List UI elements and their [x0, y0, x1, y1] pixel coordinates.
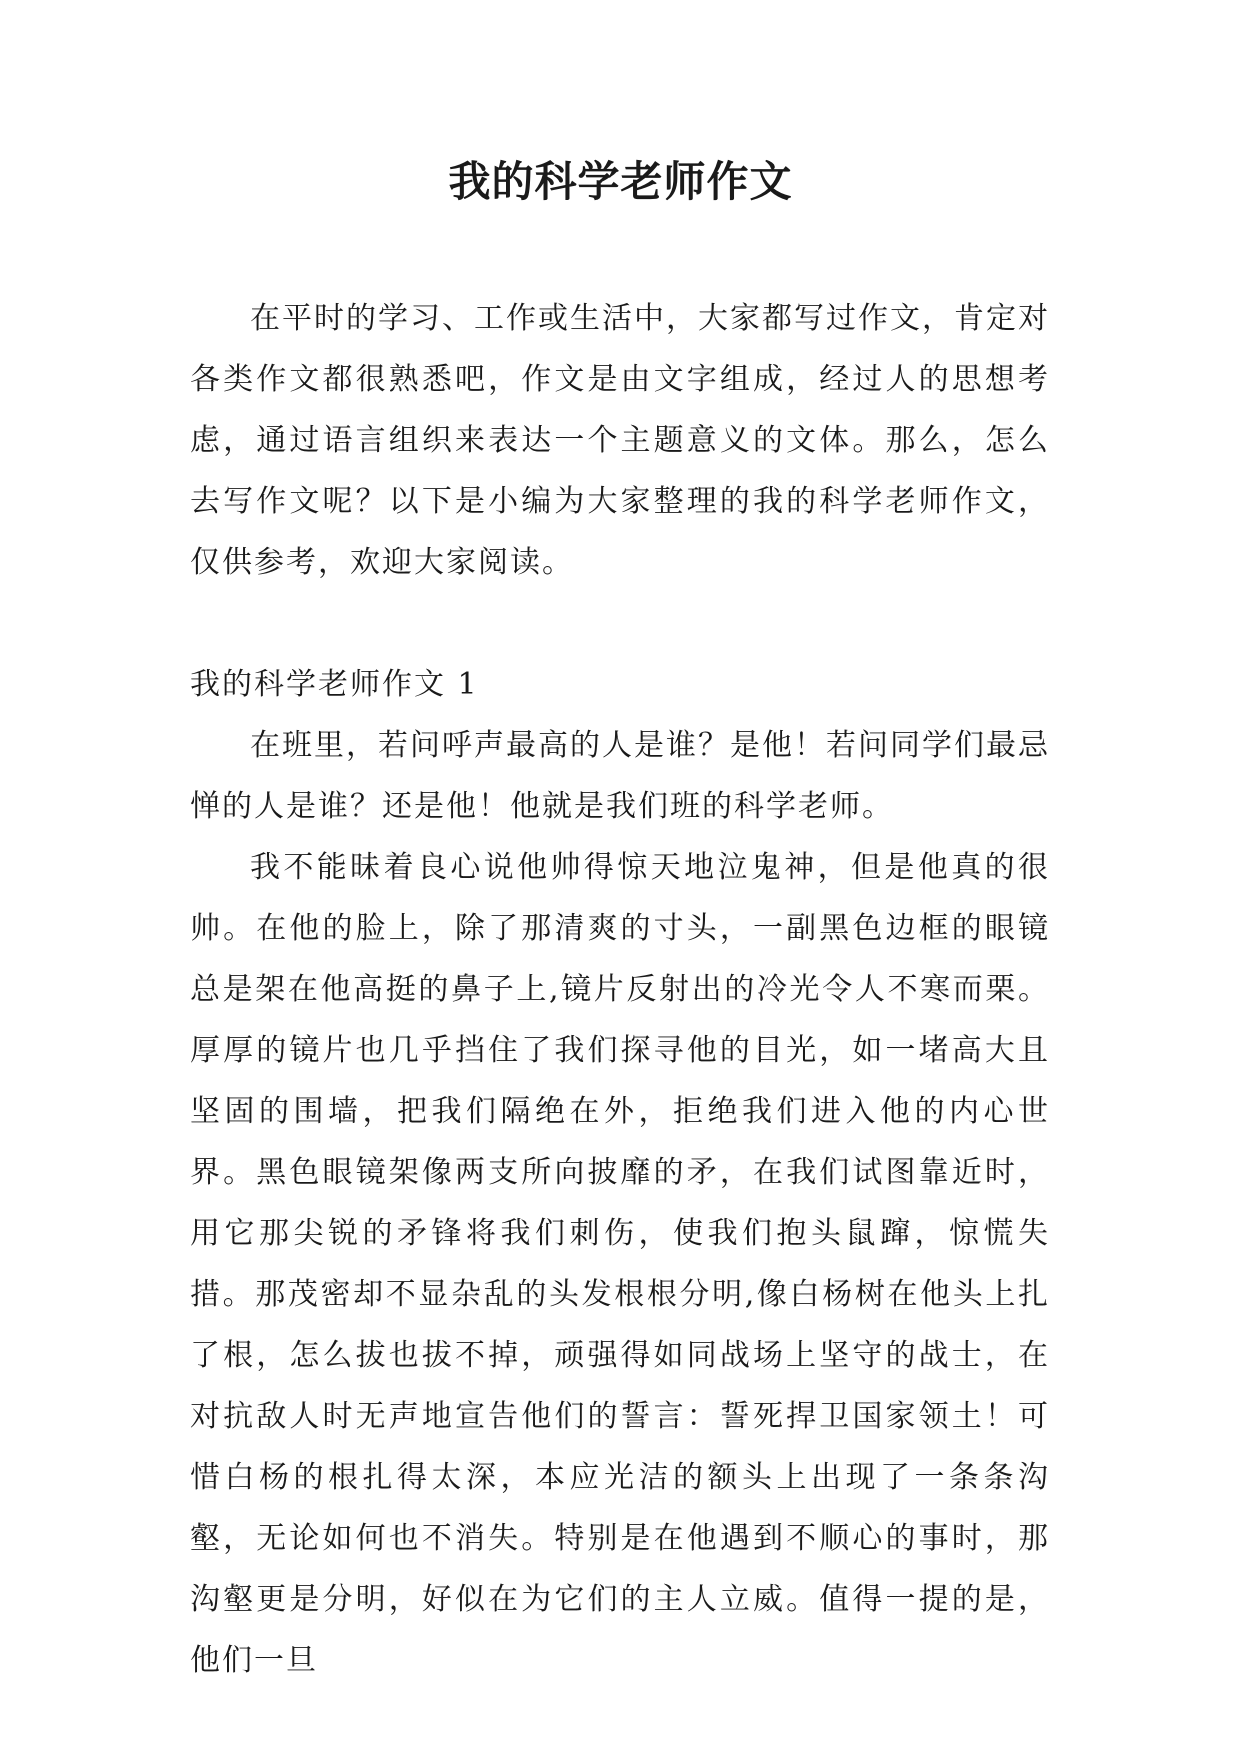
intro-paragraph: 在平时的学习、工作或生活中，大家都写过作文，肯定对各类作文都很熟悉吧，作文是由文字组成，经过人的思想考虑，通过语言组织来表达一个主题意义的文体。那么，怎么去写作文呢？以下是小编为大家整理的我的科学老师作文，仅供参考，欢迎大家阅读。: [190, 301, 1050, 580]
document-body: [190, 288, 1050, 1691]
section-heading: 我的科学老师作文 1: [190, 667, 479, 702]
document-title: 我的科学老师作文: [448, 157, 793, 206]
body-paragraph: 我不能昧着良心说他帅得惊天地泣鬼神，但是他真的很帅。在他的脸上，除了那清爽的寸头，一副黑色边框的眼镜总是架在他高挺的鼻子上,镜片反射出的冷光令人不寒而栗。厚厚的镜片也几乎挡住了我们探寻他的目光，如一堵高大且坚固的围墙，把我们隔绝在外，拒绝我们进入他的内心世界。黑色眼镜架像两支所向披靡的矛，在我们试图靠近时，用它那尖锐的矛锋将我们刺伤，使我们抱头鼠蹿，惊慌失措。那茂密却不显杂乱的头发根根分明,像白杨树在他头上扎了根，怎么拔也拔不掉，顽强得如同战场上坚守的战士，在对抗敌人时无声地宣告他们的誓言：誓死捍卫国家领土！可惜白杨的根扎得太深，本应光洁的额头上出现了一条条沟壑，无论如何也不消失。特别是在他遇到不顺心的事时，那沟壑更是分明，好似在为它们的主人立威。值得一提的是，他们一旦: [190, 850, 1050, 1678]
body-paragraph: 在班里，若问呼声最高的人是谁？是他！若问同学们最忌惮的人是谁？还是他！他就是我们班的科学老师。: [190, 728, 1050, 824]
